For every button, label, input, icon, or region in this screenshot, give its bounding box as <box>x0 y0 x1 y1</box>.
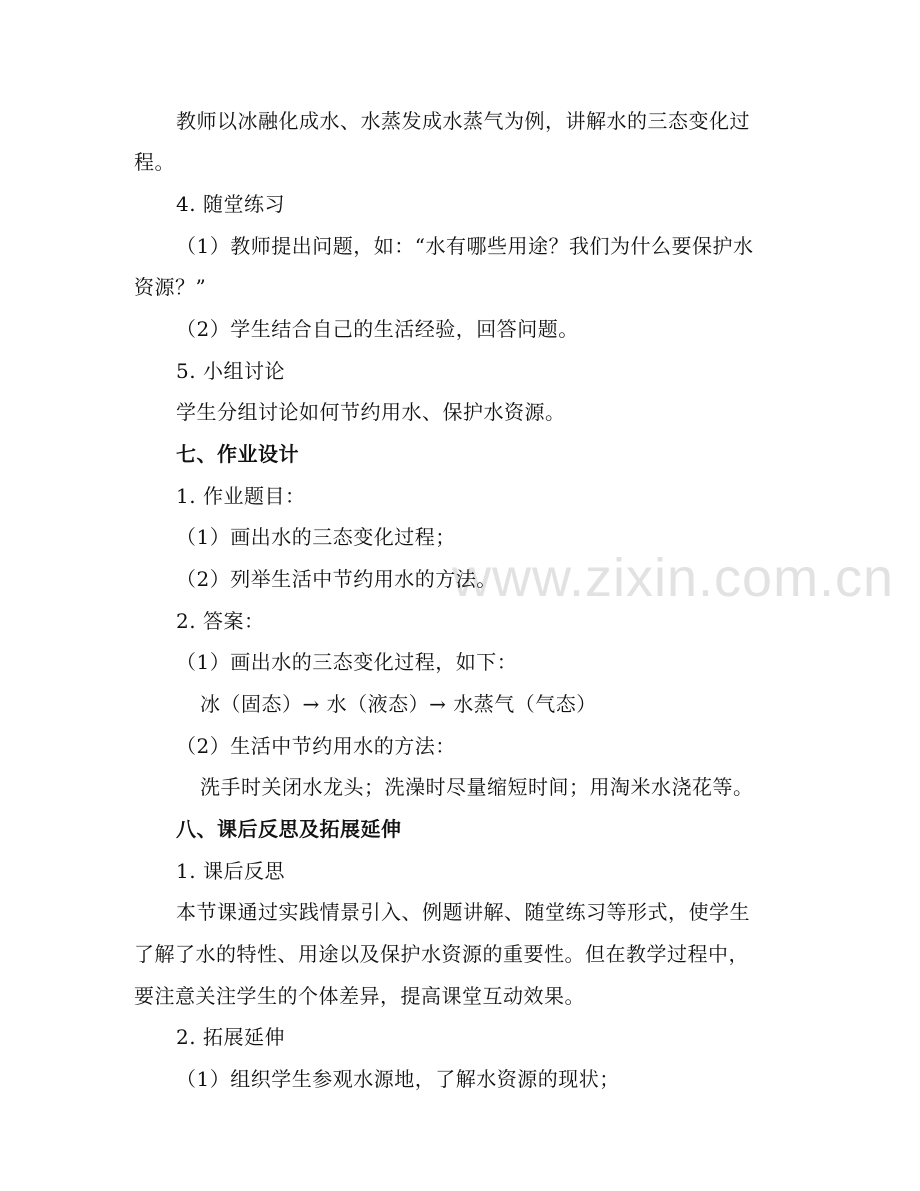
paragraph-line: 要注意关注学生的个体差异，提高课堂互动效果。 <box>134 984 585 1008</box>
section-subheading: 1. 作业题目： <box>176 484 306 508</box>
section-subheading: 5. 小组讨论 <box>176 359 285 383</box>
paragraph-line: （1）教师提出问题，如：“水有哪些用途？我们为什么要保护水 <box>176 234 754 258</box>
paragraph-line: （1）组织学生参观水源地，了解水资源的现状； <box>176 1067 620 1091</box>
paragraph-line: 程。 <box>134 150 175 174</box>
paragraph-line: 了解了水的特性、用途以及保护水资源的重要性。但在教学过程中， <box>134 942 749 966</box>
paragraph-line: 冰（固态）→ 水（液态）→ 水蒸气（气态） <box>200 692 597 716</box>
paragraph-line: 洗手时关闭水龙头；洗澡时尽量缩短时间；用淘米水浇花等。 <box>200 775 754 799</box>
paragraph-line: 学生分组讨论如何节约用水、保护水资源。 <box>176 400 566 424</box>
paragraph-line: （1）画出水的三态变化过程； <box>176 525 456 549</box>
paragraph-line: 资源？” <box>134 275 207 299</box>
section-subheading: 4. 随堂练习 <box>176 192 285 216</box>
section-heading: 七、作业设计 <box>176 442 299 466</box>
section-heading: 八、课后反思及拓展延伸 <box>176 817 402 841</box>
paragraph-line: （2）列举生活中节约用水的方法。 <box>176 567 497 591</box>
paragraph-line: （2）学生结合自己的生活经验，回答问题。 <box>176 317 579 341</box>
paragraph-line: （1）画出水的三态变化过程，如下： <box>176 650 518 674</box>
section-subheading: 2. 答案： <box>176 609 265 633</box>
section-subheading: 2. 拓展延伸 <box>176 1025 285 1049</box>
section-subheading: 1. 课后反思 <box>176 859 285 883</box>
paragraph-line: 教师以冰融化成水、水蒸发成水蒸气为例，讲解水的三态变化过 <box>176 109 750 133</box>
paragraph-line: （2）生活中节约用水的方法： <box>176 734 456 758</box>
paragraph-line: 本节课通过实践情景引入、例题讲解、随堂练习等形式，使学生 <box>176 900 750 924</box>
watermark-text: www.zixin.com.cn <box>452 548 895 608</box>
